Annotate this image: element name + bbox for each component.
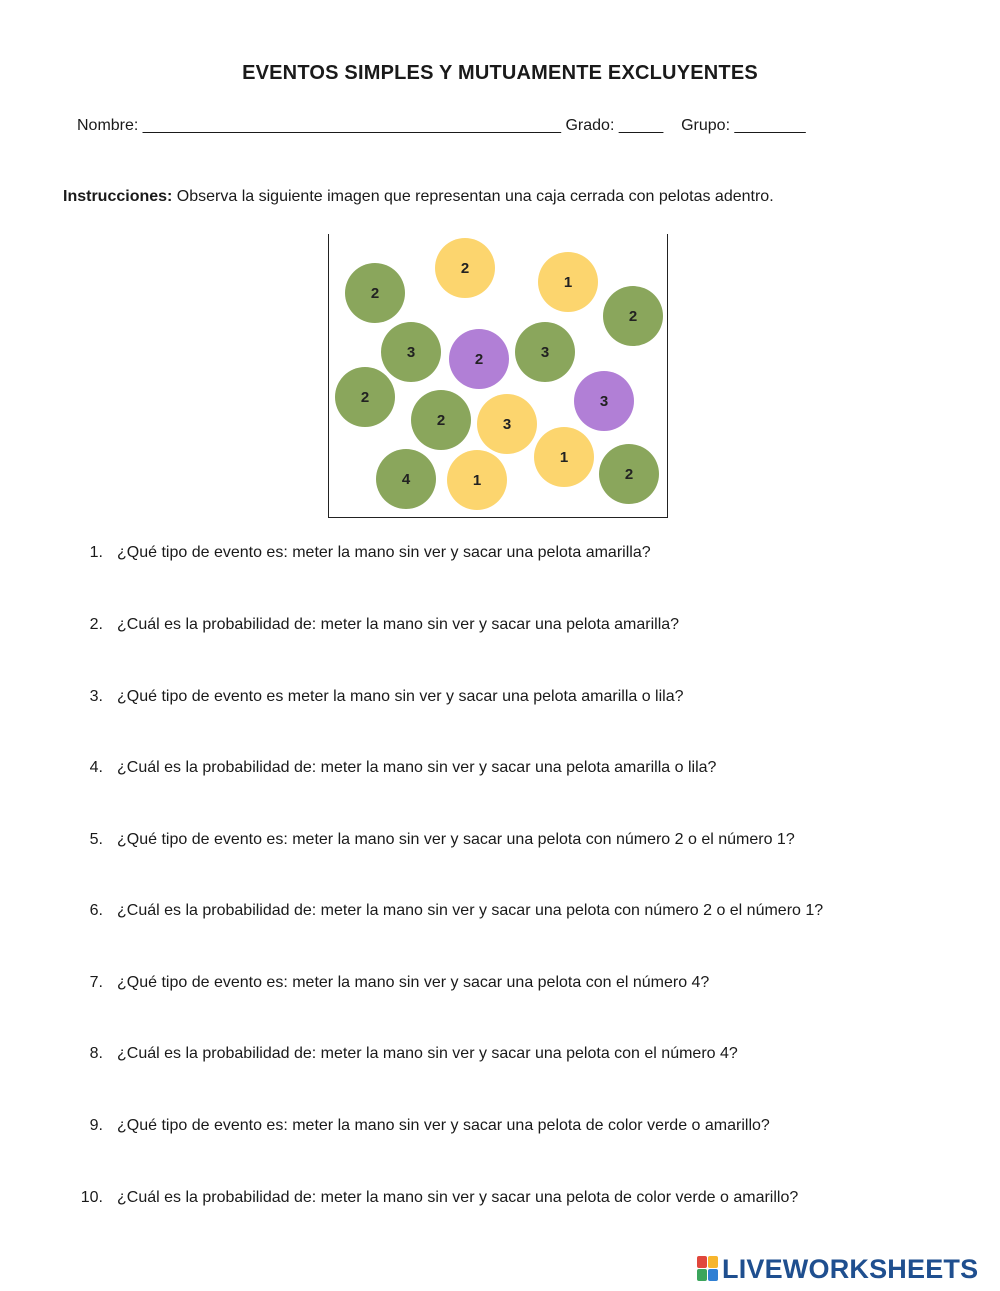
question-number: 3.	[89, 688, 103, 705]
question-item	[0, 616, 1000, 638]
question-text: ¿Qué tipo de evento es: meter la mano sin ver y sacar una pelota con número 2 o el número 1?	[117, 831, 795, 848]
question-number: 9.	[89, 1117, 103, 1134]
question-text: ¿Qué tipo de evento es: meter la mano sin ver y sacar una pelota de color verde o amarillo?	[117, 1117, 770, 1134]
instructions-label: Instrucciones:	[63, 188, 173, 205]
question-text: ¿Cuál es la probabilidad de: meter la mano sin ver y sacar una pelota amarilla o lila?	[117, 759, 717, 776]
question-item	[0, 544, 1000, 566]
question-number: 6.	[89, 902, 103, 919]
ball-green: 2	[411, 390, 471, 450]
ball-green: 3	[515, 322, 575, 382]
question-text: ¿Qué tipo de evento es: meter la mano sin ver y sacar una pelota con el número 4?	[117, 974, 710, 991]
question-number: 1.	[89, 544, 103, 561]
question-item	[0, 902, 1000, 924]
instructions-text: Observa la siguiente imagen que representan una caja cerrada con pelotas adentro.	[172, 188, 774, 205]
question-item	[0, 688, 1000, 710]
question-item	[0, 1045, 1000, 1067]
question-number: 5.	[89, 831, 103, 848]
page-title: EVENTOS SIMPLES Y MUTUAMENTE EXCLUYENTES	[242, 62, 758, 84]
question-item	[0, 1189, 1000, 1211]
ball-purple: 3	[574, 371, 634, 431]
ball-box-figure	[328, 234, 668, 518]
question-text: ¿Qué tipo de evento es: meter la mano sin ver y sacar una pelota amarilla?	[117, 544, 651, 561]
ball-green: 2	[345, 263, 405, 323]
question-text: ¿Cuál es la probabilidad de: meter la mano sin ver y sacar una pelota amarilla?	[117, 616, 680, 633]
instructions	[63, 188, 774, 206]
question-number: 2.	[89, 616, 103, 633]
ball-green: 4	[376, 449, 436, 509]
logo-text: LIVEWORKSHEETS	[722, 1253, 979, 1284]
question-item	[0, 759, 1000, 781]
ball-purple: 2	[449, 329, 509, 389]
question-item	[0, 1117, 1000, 1139]
ball-yellow: 1	[538, 252, 598, 312]
question-item	[0, 974, 1000, 996]
question-number: 8.	[89, 1045, 103, 1062]
question-item	[0, 831, 1000, 853]
liveworksheets-logo	[697, 1254, 978, 1284]
question-text: ¿Cuál es la probabilidad de: meter la mano sin ver y sacar una pelota de color verde o amarillo?	[117, 1189, 799, 1206]
ball-yellow: 2	[435, 238, 495, 298]
ball-green: 2	[599, 444, 659, 504]
ball-yellow: 1	[447, 450, 507, 510]
question-number: 10.	[80, 1189, 103, 1206]
ball-green: 2	[335, 367, 395, 427]
question-text: ¿Cuál es la probabilidad de: meter la mano sin ver y sacar una pelota con el número 4?	[117, 1045, 738, 1062]
liveworksheets-logo-icon	[697, 1256, 719, 1282]
ball-green: 2	[603, 286, 663, 346]
ball-yellow: 1	[534, 427, 594, 487]
ball-green: 3	[381, 322, 441, 382]
question-text: ¿Qué tipo de evento es meter la mano sin ver y sacar una pelota amarilla o lila?	[117, 688, 684, 705]
question-text: ¿Cuál es la probabilidad de: meter la mano sin ver y sacar una pelota con número 2 o el número 1?	[117, 902, 824, 919]
question-number: 4.	[89, 759, 103, 776]
question-number: 7.	[89, 974, 103, 991]
student-info-line: Nombre: _______________________________________________ Grado: _____ Grupo: ________	[77, 117, 806, 134]
ball-yellow: 3	[477, 394, 537, 454]
